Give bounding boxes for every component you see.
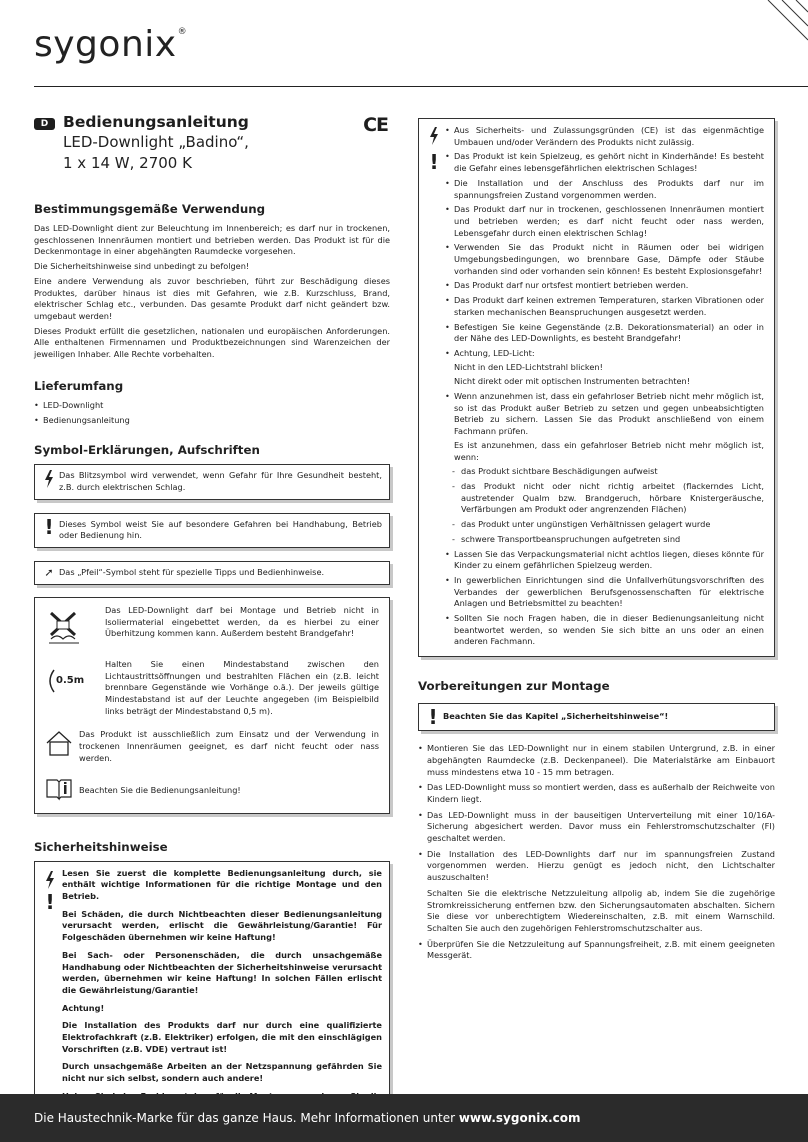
footer-text: Die Haustechnik-Marke für das ganze Haus. Mehr Informationen unter <box>34 1111 456 1125</box>
prep-heading: Vorbereitungen zur Montage <box>418 679 610 694</box>
safety-paragraph: Durch unsachgemäße Arbeiten an der Netzspannung gefährden Sie nicht nur sich selbst, sondern auch andere! <box>62 1061 382 1084</box>
prep-list <box>418 743 775 884</box>
header-rule <box>34 86 808 87</box>
arrow-icon: ➚ <box>44 565 54 579</box>
prep-list-2 <box>418 939 775 962</box>
safety-bullet: • Achtung, LED-Licht: <box>445 348 764 360</box>
prep-notice-box <box>418 703 775 731</box>
exclamation-icon: ! <box>428 705 438 730</box>
scope-list <box>34 400 390 427</box>
exclamation-symbol-box <box>34 513 390 548</box>
manual-icon <box>45 777 79 805</box>
lamp-symbols-box <box>34 597 390 814</box>
led-note-2: Nicht direkt oder mit optischen Instrumenten betrachten! <box>454 376 691 387</box>
lightning-text: Das Blitzsymbol wird verwendet, wenn Gefahr für Ihre Gesundheit besteht, z.B. durch elektrischen Schlag. <box>59 470 382 492</box>
symbols-heading: Symbol-Erklärungen, Aufschriften <box>34 443 260 458</box>
indoor-row <box>45 729 379 764</box>
safety-paragraph: Bei Schäden, die durch Nichtbeachten dieser Bedienungsanleitung verursacht werden, erlischt die Gewährleistung/Garantie! Für Folgeschäden übernehmen wir keine Haftung! <box>62 908 382 943</box>
left-column <box>34 112 390 1123</box>
distance-icon <box>45 669 105 693</box>
intended-use-p2: Die Sicherheitshinweise sind unbedingt zu befolgen! <box>34 261 250 272</box>
footer-link[interactable]: www.sygonix.com <box>458 1111 581 1125</box>
footer-bar <box>0 1094 808 1142</box>
lightning-icon <box>427 127 441 150</box>
safety-continued-list <box>445 125 764 360</box>
manual-row <box>45 777 379 805</box>
no-insulation-icon <box>45 607 105 649</box>
led-note-1: Nicht in den LED-Lichtstrahl blicken! <box>454 361 603 372</box>
lightning-icon <box>42 470 56 491</box>
scope-item: • LED-Downlight <box>34 400 390 412</box>
unsafe-operation-intro: Es ist anzunehmen, dass ein gefahrloser Betrieb nicht mehr möglich ist, wenn: <box>454 439 764 462</box>
safety-paragraph: Lesen Sie zuerst die komplette Bedienungsanleitung durch, sie enthält wichtige Informationen für die richtige Montage und den Betrieb. <box>62 867 382 901</box>
safety-icons <box>42 868 58 1115</box>
lightning-symbol-box <box>34 464 390 499</box>
safety-bullet: • Das Produkt darf nur ortsfest montiert betrieben werden. <box>445 280 764 292</box>
arrow-text: Das „Pfeil“-Symbol steht für spezielle Tipps und Bedienhinweise. <box>59 566 325 577</box>
title-row <box>34 112 390 136</box>
safety-bullet: • Das Produkt darf nur in trockenen, geschlossenen Innenräumen montiert und betrieben werden; es darf nicht feucht oder nass werden, Lebensgefahr durch einen elektrischen Schlag! <box>445 204 764 239</box>
safety-paragraph: Bei Sach- oder Personenschäden, die durch unsachgemäße Handhabung oder Nichtbeachten der Sicherheitshinweise verursacht werden, übernehmen wir keine Haftung! In solchen Fällen erlischt die Gewährleistung/Garantie! <box>62 949 382 995</box>
prep-note: Schalten Sie die elektrische Netzzuleitung allpolig ab, indem Sie die zugehörige Stromkreissicherung entfernen bzw. den Sicherungsautomaten abschalten. Sichern Sie diese vor unberechtigtem Wiedereinschalten, z.B. mit einem Warnschild. Schalten Sie auch den zugehörigen Fehlerstromschutzschalter aus. <box>427 887 775 933</box>
scope-heading: Lieferumfang <box>34 378 124 393</box>
unsafe-condition: - das Produkt unter ungünstigen Verhältnissen gelagert wurde <box>445 519 764 531</box>
unsafe-condition: - das Produkt nicht oder nicht richtig arbeitet (flackerndes Licht, austretender Qualm bzw. Brandgeruch, hörbare Knistergeräusche, Verfärbungen am Produkt oder angrenzenden Flächen) <box>445 481 764 516</box>
manual-text: Beachten Sie die Bedienungsanleitung! <box>79 784 241 795</box>
safety-bullet: • Die Installation und der Anschluss des Produkts darf nur im spannungsfreien Zustand vorgenommen werden. <box>445 178 764 201</box>
safety-box <box>34 861 390 1124</box>
exclamation-icon: ! <box>44 514 54 539</box>
safety-bullet: • Befestigen Sie keine Gegenstände (z.B. Dekorationsmaterial) an oder in der Nähe des LED-Downlights, es besteht Brandgefahr! <box>445 322 764 345</box>
prep-bullet: • Das LED-Downlight muss in der bauseitigen Unterverteilung mit einer 10/16A-Sicherung abgesichert werden. Davor muss ein Fehlerstromschutzschalter (FI) geschaltet werden. <box>418 810 775 845</box>
unsafe-condition: - schwere Transportbeanspruchungen aufgetreten sind <box>445 534 764 546</box>
brand-logo: sygonix® <box>34 24 188 65</box>
language-badge: D <box>34 118 55 130</box>
safety-bullet: • In gewerblichen Einrichtungen sind die Unfallverhütungsvorschriften des Verbandes der gewerblichen Berufsgenossenschaften für elektrische Anlagen und Betriebsmittel zu beachten! <box>445 575 764 610</box>
distance-row <box>45 659 379 718</box>
insulation-row <box>45 605 379 649</box>
safety-bullet: • Aus Sicherheits- und Zulassungsgründen (CE) ist das eigenmächtige Umbauen und/oder Verändern des Produkts nicht zulässig. <box>445 125 764 148</box>
safety-bullet: • Lassen Sie das Verpackungsmaterial nicht achtlos liegen, dieses könnte für Kinder zu einem gefährlichen Spielzeug werden. <box>445 549 764 572</box>
safety-bullet: • Verwenden Sie das Produkt nicht in Räumen oder bei widrigen Umgebungsbedingungen, wo brennbare Gase, Dämpfe oder Stäube vorhanden sind oder vorhanden sein können! Es besteht Explosionsgefahr! <box>445 242 764 277</box>
safety-continued-icons <box>427 125 441 648</box>
indoor-text: Das Produkt ist ausschließlich zum Einsatz und der Verwendung in trockenen Innenräumen geeignet, es darf nicht feucht oder nass werden. <box>79 729 379 763</box>
intended-use-heading: Bestimmungsgemäße Verwendung <box>34 202 266 216</box>
prep-bullet: • Das LED-Downlight muss so montiert werden, dass es außerhalb der Reichweite von Kindern liegt. <box>418 782 775 805</box>
safety-bullet: • Das Produkt ist kein Spielzeug, es gehört nicht in Kinderhände! Es besteht die Gefahr eines lebensgefährlichen elektrischen Schlages! <box>445 151 764 174</box>
exclamation-text: Dieses Symbol weist Sie auf besondere Gefahren bei Handhabung, Betrieb oder Bedienung hin. <box>59 518 382 541</box>
intended-use-p1: Das LED-Downlight dient zur Beleuchtung im Innenbereich; es darf nur in trockenen, geschlossenen Innenräumen montiert und betrieben werden. Das Produkt ist für die Deckenmontage in einer abgehängten Raumdecke vorgesehen. <box>34 223 390 257</box>
house-icon <box>45 729 79 761</box>
document-title: Bedienungsanleitung <box>63 113 249 131</box>
safety-continued-list-2 <box>445 391 764 438</box>
arrow-symbol-box <box>34 561 390 585</box>
safety-bullet: • Das Produkt darf keinen extremen Temperaturen, starken Vibrationen oder starken mechanischen Beanspruchungen ausgesetzt werden. <box>445 295 764 318</box>
product-name: LED-Downlight „Badino“, <box>63 133 249 151</box>
product-spec: 1 x 14 W, 2700 K <box>63 154 192 172</box>
safety-text <box>62 868 382 1115</box>
insulation-text: Das LED-Downlight darf bei Montage und Betrieb nicht in Isoliermaterial eingebettet werden, da es hierbei zu einer Überhitzung kommen kann. Außerdem besteht Brandgefahr! <box>105 604 379 639</box>
safety-continued-box <box>418 118 775 657</box>
distance-label: 0.5m <box>56 675 85 687</box>
intended-use-p4: Dieses Produkt erfüllt die gesetzlichen, nationalen und europäischen Anforderungen. Alle enthaltenen Firmennamen und Produktbezeichnungen sind Warenzeichen der jeweiligen Inhaber. Alle Rechte vorbehalten. <box>34 325 390 360</box>
safety-paragraph: Achtung! <box>62 1002 105 1013</box>
right-column <box>418 118 775 966</box>
distance-text: Halten Sie einen Mindestabstand zwischen den Lichtaustrittsöffnungen und bestrahlten Flächen ein (z.B. leicht brennbare Gegenstände wie Vorhänge o.ä.). Der jeweils gültige Mindestabstand ist auf der Leuchte angegeben (im Beispielbild links beträgt der Mindestabstand 0,5 m). <box>105 658 379 716</box>
exclamation-icon: ! <box>429 150 439 174</box>
prep-bullet: • Die Installation des LED-Downlights darf nur im spannungsfreien Zustand vorgenommen werden. Hierzu genügt es jedoch nicht, den Lichtschalter auszuschalten! <box>418 849 775 884</box>
prep-notice-text: Beachten Sie das Kapitel „Sicherheitshinweise“! <box>443 711 669 722</box>
safety-inner <box>42 868 382 1115</box>
safety-continued-list-3 <box>445 549 764 649</box>
intended-use-p3: Eine andere Verwendung als zuvor beschrieben, führt zur Beschädigung dieses Produktes, darüber hinaus ist dies mit Gefahren, wie z.B. Kurzschluss, Brand, elektrischer Schlag etc., verbunden. Das gesamte Produkt darf nicht geändert bzw. umgebaut werden! <box>34 275 390 321</box>
unsafe-condition: - das Produkt sichtbare Beschädigungen aufweist <box>445 466 764 478</box>
safety-heading: Sicherheitshinweise <box>34 839 168 854</box>
safety-paragraph: Die Installation des Produkts darf nur durch eine qualifizierte Elektrofachkraft (z.B. Elektriker) erfolgen, die mit den einschlägigen Vorschriften (z.B. VDE) vertraut ist! <box>62 1020 382 1054</box>
exclamation-icon: ! <box>45 889 55 914</box>
safety-bullet: • Wenn anzunehmen ist, dass ein gefahrloser Betrieb nicht mehr möglich ist, so ist das Produkt außer Betrieb zu setzen und gegen unbeabsichtigten Betrieb zu sichern. Lassen Sie das Produkt anschließend von einem Fachmann prüfen. <box>445 391 764 438</box>
scope-item: • Bedienungsanleitung <box>34 415 390 427</box>
safety-bullet: • Sollten Sie noch Fragen haben, die in dieser Bedienungsanleitung nicht beantwortet werden, so wenden Sie sich bitte an uns oder an einen anderen Fachmann. <box>445 613 764 648</box>
prep-bullet: • Montieren Sie das LED-Downlight nur in einem stabilen Untergrund, z.B. in einer abgehängten Raumdecke (z.B. Deckenpaneel). Die Materialstärke am Einbauort muss mindestens etwa 10 - 15 mm betragen. <box>418 743 775 778</box>
ce-mark: CE <box>363 114 388 136</box>
corner-decoration <box>738 0 808 70</box>
prep-bullet: • Überprüfen Sie die Netzzuleitung auf Spannungsfreiheit, z.B. mit einem geeigneten Messgerät. <box>418 939 775 962</box>
